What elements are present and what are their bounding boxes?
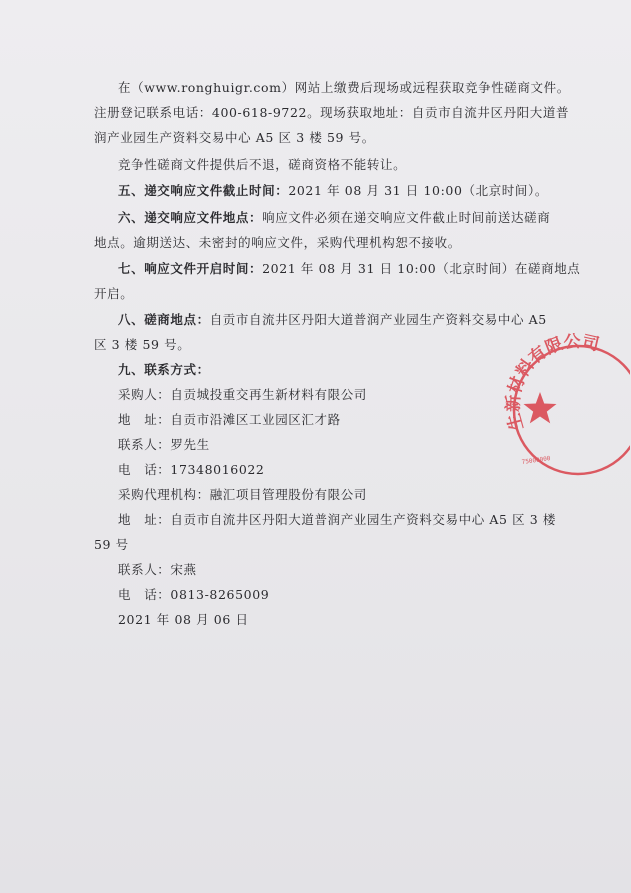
section-text: 2021 年 08 月 31 日 10:00（北京时间）。 [288, 183, 548, 198]
document-date: 2021 年 08 月 06 日 [118, 612, 249, 627]
paragraph-line: 区 3 楼 59 号。 [94, 337, 191, 352]
purchaser-contact: 联系人：罗先生 [118, 437, 210, 452]
purchaser-phone: 电 话：17348016022 [118, 462, 265, 477]
star-icon [524, 392, 557, 423]
purchaser-name: 采购人：自贡城投重交再生新材料有限公司 [118, 387, 367, 402]
seal-text: 生新材料有限公司 [503, 331, 602, 433]
section-5 [118, 183, 548, 199]
section-7 [118, 261, 580, 277]
agency-name: 采购代理机构：融汇项目管理股份有限公司 [118, 487, 367, 502]
section-9-label: 九、联系方式： [118, 362, 210, 377]
agency-contact: 联系人：宋燕 [118, 562, 197, 577]
agency-phone: 电 话：0813-8265009 [118, 587, 270, 602]
paragraph-line: 润产业园生产资料交易中心 A5 区 3 楼 59 号。 [94, 130, 375, 145]
paragraph-line: 注册登记联系电话：400-618-9722。现场获取地址：自贡市自流井区丹阳大道普 [94, 105, 570, 120]
paragraph-line: 在（www.ronghuigr.com）网站上缴费后现场或远程获取竞争性磋商文件。 [118, 80, 570, 95]
paragraph-line: 地点。逾期送达、未密封的响应文件，采购代理机构恕不接收。 [94, 235, 461, 250]
section-text: 2021 年 08 月 31 日 10:00（北京时间）在磋商地点 [262, 261, 581, 276]
section-label: 六、递交响应文件地点： [118, 210, 263, 225]
paragraph-line: 开启。 [94, 286, 134, 301]
company-seal [500, 330, 630, 480]
section-label: 七、响应文件开启时间： [118, 261, 263, 276]
section-label: 五、递交响应文件截止时间： [118, 183, 289, 198]
section-8 [118, 312, 547, 328]
section-label: 八、磋商地点： [118, 312, 210, 327]
section-6 [118, 210, 550, 226]
agency-address-cont: 59 号 [94, 537, 129, 552]
agency-address: 地 址：自贡市自流井区丹阳大道普润产业园生产资料交易中心 A5 区 3 楼 [118, 512, 557, 527]
section-text: 响应文件必须在递交响应文件截止时间前送达磋商 [262, 210, 551, 225]
section-text: 自贡市自流井区丹阳大道普润产业园生产资料交易中心 A5 [209, 312, 547, 327]
seal-number: 75000000 [521, 455, 551, 466]
paragraph-line: 竞争性磋商文件提供后不退，磋商资格不能转让。 [118, 157, 407, 172]
purchaser-address: 地 址：自贡市沿滩区工业园区汇才路 [118, 412, 341, 427]
